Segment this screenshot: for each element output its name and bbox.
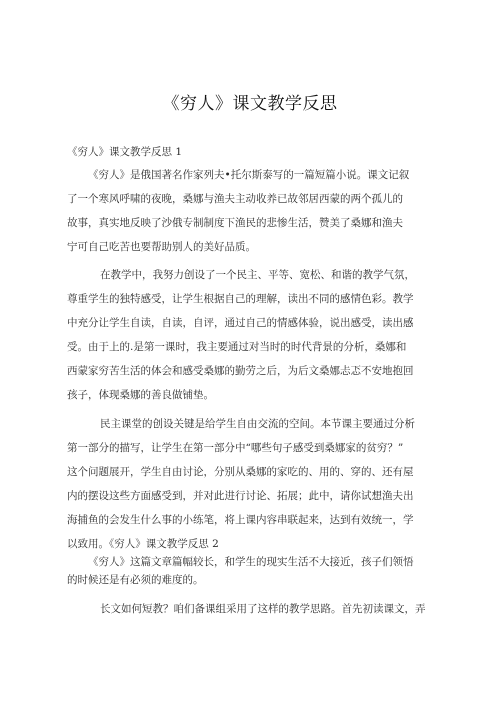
paragraph-line: 孩子，体现桑娜的善良做铺垫。: [67, 389, 214, 401]
paragraph-line: 《穷人》是俄国著名作家列夫•托尔斯泰写的一篇短篇小说。课文记叙: [88, 169, 410, 181]
paragraph-line: 西蒙家穷苦生活的体会和感受桑娜的勤劳之后，为后文桑娜忐忑不安地抱回: [67, 365, 414, 377]
paragraph-line: 第一部分的描写，让学生在第一部分中“哪些句子感受到桑娜家的贫穷？”: [67, 442, 404, 454]
paragraph-line: 故事，真实地反映了沙俄专制制度下渔民的悲惨生活，赞美了桑娜和渔夫: [67, 217, 403, 229]
paragraph-line: 了一个寒风呼啸的夜晚，桑娜与渔夫主动收养已故邻居西蒙的两个孤儿的: [67, 193, 403, 205]
paragraph-line: 以致用。《穷人》课文教学反思 2: [67, 538, 219, 550]
paragraph-line: 海捕鱼的会发生什么事的小练笔，将上课内容串联起来，达到有效统一，学: [67, 514, 414, 526]
paragraph-line: 这个问题展开，学生自由讨论，分别从桑娜的家吃的、用的、穿的、还有屋: [67, 466, 414, 478]
paragraph-line: 内的摆设这些方面感受到，并对此进行讨论、拓展；此中，请你试想渔夫出: [67, 490, 414, 502]
paragraph-line: 长文如何短教？咱们备课组采用了这样的教学思路。首先初读课文，弄: [100, 603, 426, 615]
paragraph-line: 的时候还是有必须的难度的。: [67, 574, 204, 586]
paragraph-line: 在教学中，我努力创设了一个民主、平等、宽松、和谐的教学气氛，: [100, 269, 415, 281]
paragraph-line: 受。由于上的.是第一课时，我主要通过对当时的时代背景的分析，桑娜和: [67, 341, 407, 353]
paragraph-line: 尊重学生的独特感受，让学生根据自己的理解，读出不同的感情色彩。教学: [67, 293, 414, 305]
paragraph-line: 中充分让学生自读，自读，自评，通过自己的情感体验，说出感受，读出感: [67, 317, 414, 329]
document-title: 《穷人》课文教学反思: [162, 94, 338, 114]
section-heading-1: 《穷人》课文教学反思 1: [67, 146, 183, 158]
paragraph-line: 《穷人》这篇文章篇幅较长，和学生的现实生活不大接近，孩子们领悟: [88, 556, 414, 568]
paragraph-line: 民主课堂的创设关键是给学生自由交流的空间。本节课主要通过分析: [100, 418, 415, 430]
paragraph-line: 宁可自己吃苦也要帮助别人的美好品质。: [67, 241, 256, 253]
